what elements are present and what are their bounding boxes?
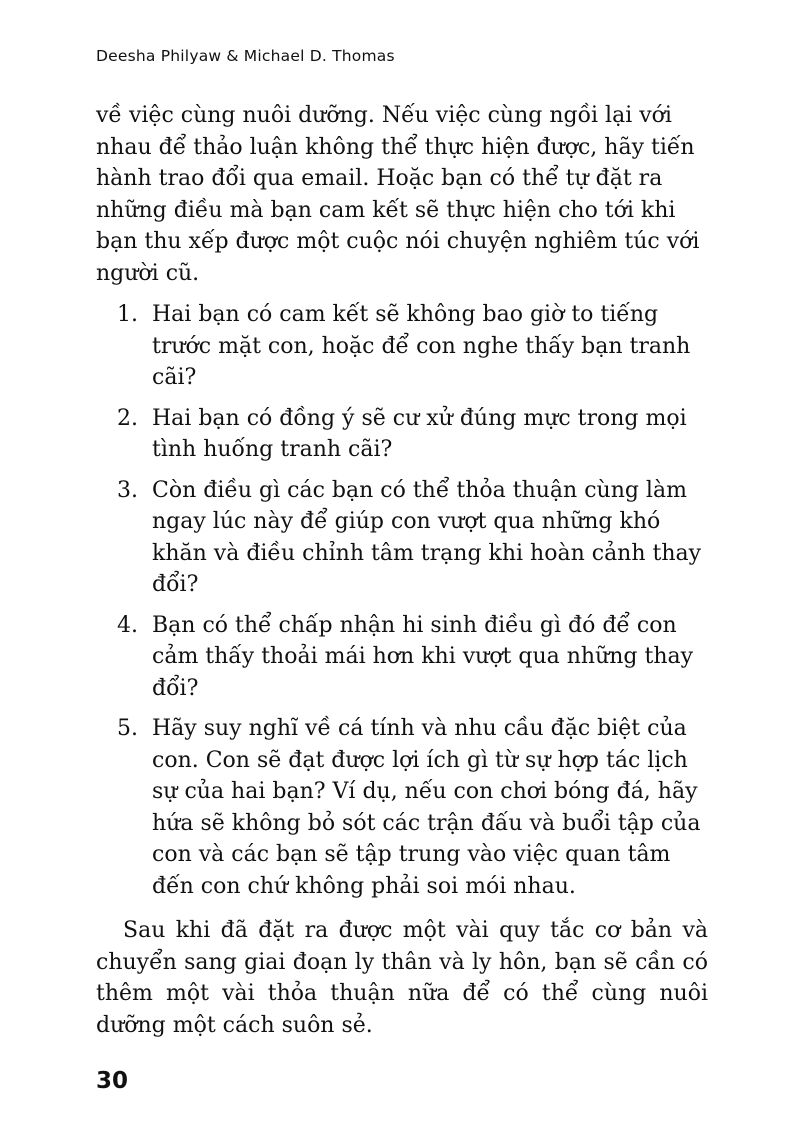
list-item bbox=[96, 299, 708, 394]
list-item bbox=[96, 475, 708, 601]
list-item-text: Còn điều gì các bạn có thể thỏa thuận cùng làm ngay lúc này để giúp con vượt qua những khó khăn và điều chỉnh tâm trạng khi hoàn cảnh thay đổi? bbox=[152, 477, 702, 597]
list-item-text: Hai bạn có đồng ý sẽ cư xử đúng mực trong mọi tình huống tranh cãi? bbox=[152, 405, 687, 462]
list-item bbox=[96, 610, 708, 705]
question-list bbox=[96, 299, 708, 902]
list-item-number: 2. bbox=[117, 405, 138, 431]
list-item-number: 5. bbox=[117, 716, 138, 741]
list-item-text: Hãy suy nghĩ về cá tính và nhu cầu đặc biệt của con. Con sẽ đạt được lợi ích gì từ sự hợp tác lịch sự của hai bạn? Ví dụ, nếu con chơi bóng đá, hãy hứa sẽ không bỏ sót các trận đấu và buổi tập của con và các bạn sẽ tập trung vào việc quan tâm đến con chứ không phải soi mói nhau. bbox=[152, 716, 701, 899]
running-header-authors: Deesha Philyaw & Michael D. Thomas bbox=[96, 47, 395, 65]
list-item-number: 3. bbox=[117, 477, 138, 503]
list-item-text: Hai bạn có cam kết sẽ không bao giờ to tiếng trước mặt con, hoặc để con nghe thấy bạn tranh cãi? bbox=[152, 302, 691, 390]
list-item-text: Bạn có thể chấp nhận hi sinh điều gì đó để con cảm thấy thoải mái hơn khi vượt qua những thay đổi? bbox=[152, 612, 694, 701]
page-body bbox=[96, 100, 708, 1041]
page-number: 30 bbox=[96, 1068, 129, 1094]
list-item bbox=[96, 713, 708, 902]
intro-paragraph: về việc cùng nuôi dưỡng. Nếu việc cùng ngồi lại với nhau để thảo luận không thể thực hiện được, hãy tiến hành trao đổi qua email. Hoặc bạn có thể tự đặt ra những điều mà bạn cam kết sẽ thực hiện cho tới khi bạn thu xếp được một cuộc nói chuyện nghiêm túc với người cũ. bbox=[96, 103, 700, 286]
list-item-number: 4. bbox=[117, 612, 138, 638]
list-item bbox=[96, 403, 708, 466]
list-item-number: 1. bbox=[117, 302, 138, 327]
closing-paragraph: Sau khi đã đặt ra được một vài quy tắc cơ bản và chuyển sang giai đoạn ly thân và ly hôn, bạn sẽ cần có thêm một vài thỏa thuận nữa để có thể cùng nuôi dưỡng một cách suôn sẻ. bbox=[96, 918, 708, 1038]
